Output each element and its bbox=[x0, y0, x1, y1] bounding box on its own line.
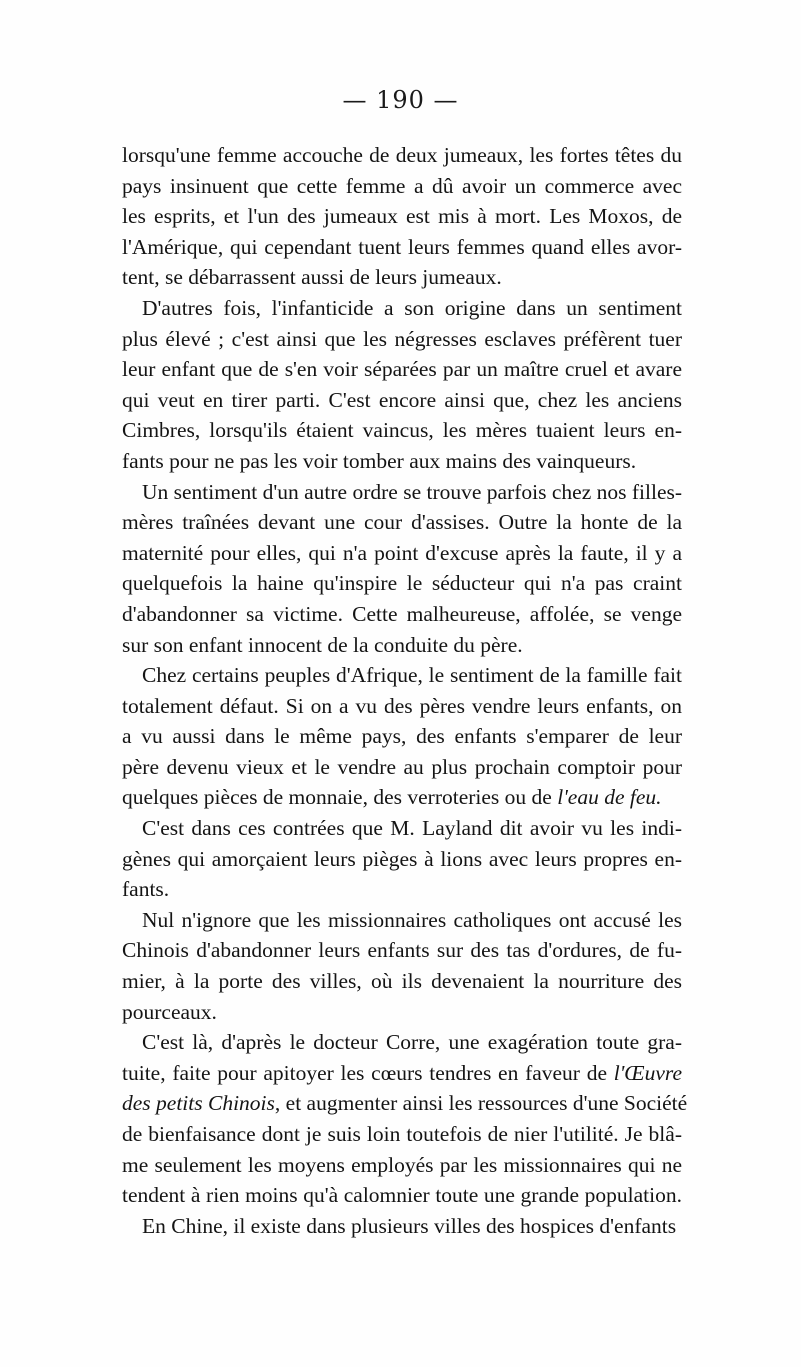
text-line: plus élevé ; c'est ainsi que les négresses esclaves préfèrent tuer bbox=[122, 326, 682, 351]
page-number: — 190 — bbox=[342, 86, 459, 114]
text-line: tendent à rien moins qu'à calomnier toute une grande population. bbox=[122, 1183, 682, 1208]
text-line: pourceaux. bbox=[122, 999, 217, 1024]
text-line: tent, se débarrassent aussi de leurs jumeaux. bbox=[122, 265, 502, 290]
text-line: de bienfaisance dont je suis loin toutefois de nier l'utilité. Je blâ- bbox=[122, 1122, 682, 1146]
text-line: lorsqu'une femme accouche de deux jumeaux, les fortes têtes du bbox=[122, 143, 682, 167]
text-line: mier, à la porte des villes, où ils devenaient la nourriture des bbox=[122, 969, 682, 994]
text-line: quelquefois la haine qu'inspire le séducteur qui n'a pas craint bbox=[122, 571, 682, 596]
text-line bbox=[122, 1088, 688, 1119]
text-line bbox=[122, 1058, 682, 1089]
text-line: sur son enfant innocent de la conduite du père. bbox=[122, 632, 523, 657]
text-line: a vu aussi dans le même pays, des enfants s'emparer de leur bbox=[122, 724, 682, 749]
text-line: mères traînées devant une cour d'assises. Outre la honte de la bbox=[122, 510, 682, 535]
text-line: fants. bbox=[122, 877, 170, 902]
text-line: qui veut en tirer parti. C'est encore ainsi que, chez les anciens bbox=[122, 387, 682, 412]
text-line: Nul n'ignore que les missionnaires catholiques ont accusé les bbox=[142, 907, 682, 932]
text-line bbox=[122, 782, 682, 813]
text-line-italic: l'Œuvre bbox=[613, 1060, 682, 1085]
text-line: C'est là, d'après le docteur Corre, une exagération toute gra- bbox=[142, 1030, 682, 1055]
body-text bbox=[122, 140, 688, 1241]
text-line-plain: , et augmenter ainsi les ressources d'une Société bbox=[274, 1091, 688, 1116]
text-line: leur enfant que de s'en voir séparées par un maître cruel et avare bbox=[122, 357, 682, 382]
text-line-italic: l'eau de feu. bbox=[557, 785, 662, 810]
text-line: Chinois d'abandonner leurs enfants sur des tas d'ordures, de fu- bbox=[122, 938, 682, 963]
text-line: me seulement les moyens employés par les missionnaires qui ne bbox=[122, 1152, 682, 1177]
text-line: les esprits, et l'un des jumeaux est mis à mort. Les Moxos, de bbox=[122, 204, 682, 229]
text-line: Chez certains peuples d'Afrique, le sentiment de la famille fait bbox=[142, 663, 682, 688]
text-line: d'abandonner sa victime. Cette malheureuse, affolée, se venge bbox=[122, 601, 682, 626]
text-line-italic: des petits Chinois bbox=[122, 1091, 275, 1116]
text-line: l'Amérique, qui cependant tuent leurs femmes quand elles avor- bbox=[122, 234, 682, 259]
text-line: pays insinuent que cette femme a dû avoir un commerce avec bbox=[122, 173, 682, 198]
text-line: D'autres fois, l'infanticide a son origine dans un sentiment bbox=[142, 295, 682, 320]
text-line: totalement défaut. Si on a vu des pères vendre leurs enfants, on bbox=[122, 693, 682, 718]
text-line: En Chine, il existe dans plusieurs villes des hospices d'enfants bbox=[142, 1213, 677, 1238]
text-line: Un sentiment d'un autre ordre se trouve parfois chez nos filles- bbox=[142, 479, 683, 504]
text-line-plain: tuite, faite pour apitoyer les cœurs tendres en faveur de bbox=[122, 1060, 614, 1085]
text-line: C'est dans ces contrées que M. Layland dit avoir vu les indi- bbox=[142, 816, 682, 841]
text-line-plain: quelques pièces de monnaie, des verroteries ou de bbox=[122, 785, 558, 810]
text-line: père devenu vieux et le vendre au plus prochain comptoir pour bbox=[122, 754, 682, 779]
text-line: gènes qui amorçaient leurs pièges à lions avec leurs propres en- bbox=[122, 846, 682, 871]
text-line: Cimbres, lorsqu'ils étaient vaincus, les mères tuaient leurs en- bbox=[122, 418, 682, 443]
text-line: fants pour ne pas les voir tomber aux mains des vainqueurs. bbox=[122, 448, 637, 473]
text-line: maternité pour elles, qui n'a point d'excuse après la faute, il y a bbox=[122, 540, 682, 565]
